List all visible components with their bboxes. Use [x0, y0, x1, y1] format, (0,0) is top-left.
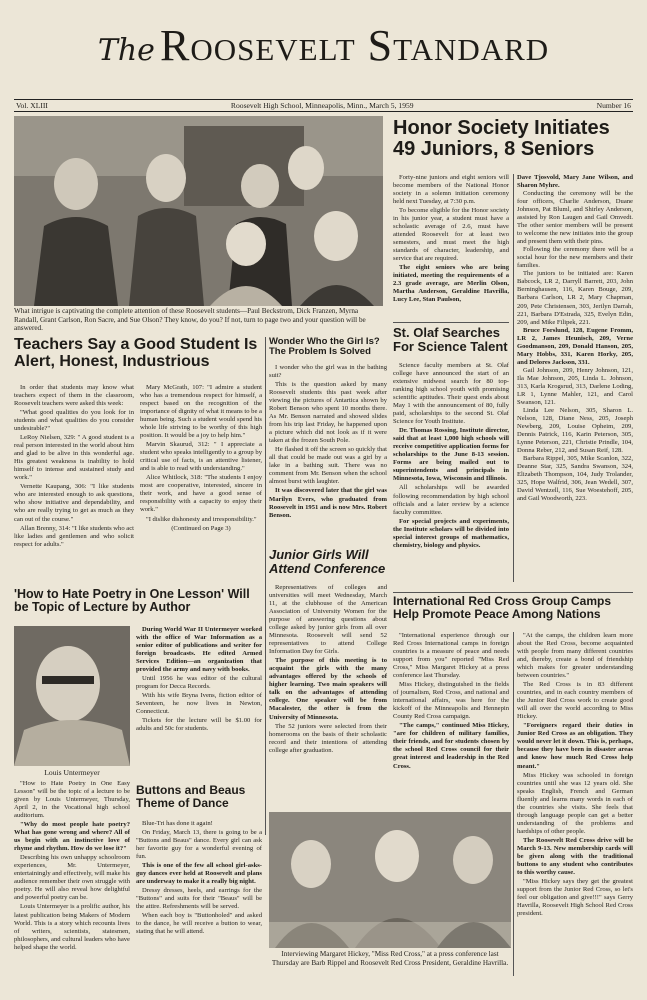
- st-olaf-p2: Dr. Thomas Rossing, Institute director, said that at least 1,000 high schools will receive competitive application forms for scholarships to the June 8-13 session. Forms are being mailed out to superintendents and principals in Minnesota, Iowa, Wisconsin and Illinois.: [393, 427, 509, 483]
- red-cross-p1: "International experience through our Red Cross International camps in foreign countries is a measure of peace and needs support from you" reported "Miss Red Cross," Miss Margaret Hickey at a press conference last Thursday.: [393, 632, 509, 680]
- wonder-body: [269, 364, 387, 544]
- poetry-p2: "Why do most people hate poetry? What has gone wrong and where? All of us begin with an instinctive love of rhyme and rhythm. How do we lose it?": [14, 821, 130, 853]
- students-photo-icon: [14, 116, 383, 306]
- red-cross-p2: Miss Hickey, distinguished in the fields of journalism, Red Cross, and national and international affairs, was here for the kickoff of the Minneapolis and Hennepin County Red Cross campaign.: [393, 681, 509, 721]
- honor-p1: Forty-nine juniors and eight seniors will become members of the National Honor society in a solemn initiation ceremony held next Tuesday, at 7:30 p.m.: [393, 174, 509, 206]
- poetry-p6: Until 1956 he was editor of the cultural program for Decca Records.: [136, 675, 262, 691]
- poetry-p8: Tickets for the lecture will be $1.00 for adults and 50c for students.: [136, 717, 262, 733]
- honor-col1: [393, 174, 509, 320]
- buttons-p5: When each boy is "Buttonholed" and asked to the dance, he will receive a button to wear, stating that he will attend.: [136, 912, 262, 936]
- teachers-q2: Vernette Kaupang, 306: "I like students who are interested enough to ask questions, who show initiative and dependability, and who are really trying to get as much as they can out of the course.": [14, 483, 134, 523]
- wonder-headline: Wonder Who the Girl Is? The Problem Is Solved: [269, 337, 380, 357]
- buttons-headline: Buttons and Beaus Theme of Dance: [136, 784, 246, 810]
- red-cross-p9: "Miss Hickey says they get the greatest support from the Junior Red Cross, so let's feel our obligation and give!!!" says Gerry Havrilla, Roosevelt High School Red Cross president.: [517, 877, 633, 918]
- column-rule: [513, 632, 514, 976]
- honor-p8: Bruce Forslund, 128, Eugene Fromm, LR 2, James Heunisch, 209, Verne Goodmanson, 209, Donald Hanson, 205, Mary Hobbs, 331, Karen Horky, 205, and Delores Jackson, 331.: [517, 326, 633, 366]
- red-cross-headline: International Red Cross Group Camps Help Promote Peace Among Nations: [393, 595, 612, 621]
- st-olaf-body: [393, 362, 509, 584]
- junior-girls-headline: Junior Girls Will Attend Conference: [269, 548, 386, 576]
- st-olaf-p3: All scholarships will be awarded following recommendation by high school officials and a later review by a science faculty committee.: [393, 484, 509, 516]
- red-cross-p7: Miss Hickey was schooled in foreign countries until she was 12 years old. She speaks English, French and German fluently and learns many words in each of the countries she visits. She feels that through language people can get a better understanding of the problems and hardships of other people.: [517, 771, 633, 835]
- wonder-p1: I wonder who the girl was in the bathing suit?: [269, 364, 387, 380]
- wonder-p2: This is the question asked by many Roosevelt students this past week after viewing the pictures of Antartica shown by Robert Benson who spent 10 months there. As Mr. Benson narrated and showed slides from his trip last Friday, he happened upon a picture which did not look as if it were taken at the frozen South Pole.: [269, 381, 387, 445]
- junior-girls-p2: The purpose of this meeting is to acquaint the girls with the many advantages offered by the schools of higher learning. Two main speakers will talk on the advantages of attending college. One speaker will be from Macalester, the other is from the University of Minnesota.: [269, 657, 387, 721]
- poetry-col1: [14, 780, 130, 998]
- poetry-p7: With his wife Bryna Ivens, fiction editor of Seventeen, he now lives in Newton, Connecticut.: [136, 692, 262, 716]
- column-rule: [265, 337, 266, 585]
- wonder-p4: It was discovered later that the girl was Marilyn Evers, who graduated from Roosevelt in 1951 and is now Mrs. Robert Benson.: [269, 487, 387, 519]
- red-cross-p3: "The camps," continued Miss Hickey, "are for children of military families, their friends, and for students chosen by the school Red Cross council for their great interest and leadership in the Red Cross.: [393, 722, 509, 770]
- untermeyer-photo: [14, 626, 130, 766]
- buttons-body: [136, 820, 262, 998]
- honor-p7: The juniors to be initiated are: Karen Babcock, LR 2, Darryll Barrett, 203, John Berninghausen, 116, Karen Bouge, 209, Barbara Carlson, LR 2, Mary Chapman, 209, Pete Christensen, 303, Jerilyn Darrah, 221, Barbara D'Estrada, 325, Evelyn Edin, 209, and Mike Filipek, 221.: [517, 270, 633, 326]
- red-cross-p5: The Red Cross is in 83 different countries, and in each country members of the Junior Red Cross work to create good will all over the world according to Miss Hickey.: [517, 681, 633, 721]
- folio-line: [14, 99, 633, 112]
- poetry-p4: Louis Untermeyer is a prolific author, his latest publication being Makers of Modern World. This is a story which recounts lives of writers, scientists, statesmen, philosophers, and cultural leaders who have helped shape the world.: [14, 903, 130, 951]
- honor-p4: Dave Tjosvold, Mary Jane Wilson, and Sharon Myhre.: [517, 174, 633, 190]
- portrait-icon: [14, 626, 130, 766]
- masthead-title: Roosevelt Standard: [160, 21, 550, 70]
- red-cross-p4: "At the camps, the children learn more about the Red Cross, become acquainted with people from many different countries and, thereby, create a bond of friendship which makes for greater understanding between countries.": [517, 632, 633, 680]
- buttons-p3: This is one of the few all school girl-asks-guy dances ever held at Roosevelt and plans are underway to make it a really big night.: [136, 862, 262, 886]
- teachers-q6: Alice Whitlock, 318: "The students I enjoy most are cooperative, interested, sincere in their work, and have a good sense of responsibility with a capacity to enjoy their work.": [140, 474, 262, 514]
- top-photo: [14, 116, 383, 306]
- wonder-p3: He flashed it off the screen so quickly that all that could be made out was a girl by a lake in a bathing suit. There was no comment from Mr. Benson when the school almost burst with laughter.: [269, 446, 387, 486]
- teachers-col2: [140, 384, 262, 584]
- poetry-p5: During World War II Untermeyer worked with the office of War Information as a senior editor of publications and writer for foreign broadcasts. He edited Armed Services Edition—an organization that provided the army and navy with books.: [136, 626, 262, 674]
- honor-col2: [517, 174, 633, 582]
- honor-p10: Linda Lee Nelson, 305, Sharon L. Nelson, 128, Diane Ness, 205, Joseph Newberg, 209, Louise Opheim, 209, Dennis Patrick, 116, Karin Peterson, 305, Lynne Peterson, 221, Christie Prindle, 104, Donna Reber, 212, and Susan Reif, 128.: [517, 406, 633, 455]
- masthead-the: The: [97, 33, 155, 68]
- honor-p5: Conducting the ceremony will be the four officers, Charlie Anderson, Duane Johnson, Pat Bluml, and Shirley Anderson, assisted by Ron Laugen and Gail Omvedt. The other senior members will be present to welcome the new initiates into the group and present them with their pins.: [517, 190, 633, 246]
- red-cross-p6: "Foreigners regard their duties in Junior Red Cross as an obligation. They would never let it down. This is, perhaps, because they have been in disaster areas and know how much Red Cross help meant.": [517, 722, 633, 770]
- junior-girls-p1: Representatives of colleges and universities will meet Wednesday, March 11, at the clubhouse of the American Association of University Women for the purpose of answering questions about college asked by junior girls from all over Minnesota. Roosevelt will send 52 representatives to attend College Information Day for Girls.: [269, 584, 387, 656]
- poetry-col2: [136, 626, 262, 774]
- junior-girls-body: [269, 584, 387, 834]
- honor-p9: Gail Johnson, 209, Henry Johnson, 121, Ila Mae Johnson, 205, Linda L. Johnson, 313, Karla Krogsrud, 313, Darlene Loding, LR 1, Lynne Mahler, 121, and Carol Swanson, 121.: [517, 366, 633, 406]
- st-olaf-headline: St. Olaf Searches For Science Talent: [393, 326, 508, 354]
- teachers-col1: [14, 384, 134, 584]
- column-rule: [513, 174, 514, 582]
- teachers-q3: Allan Brenny, 314: "I like students who act like ladies and gentlemen and who solicit respect for adults.": [14, 524, 134, 548]
- buttons-p4: Dressy dresses, heels, and earrings for the "Buttons" and suits for their "Beaus" will be the attire. Refreshments will be served.: [136, 887, 262, 911]
- teachers-p1: In order that students may know what teachers expect of them in the classroom, Roosevelt teachers were asked this week:: [14, 384, 134, 408]
- poetry-p1: "How to Hate Poetry in One Easy Lesson" will be the topic of a lecture to be given by Louis Untermeyer, Thursday, April 2, in the Vocational high school auditorium.: [14, 780, 130, 820]
- red-cross-p8: The Roosevelt Red Cross drive will be March 9-13. New membership cards will be given along with the traditional buttons to any student who contributes to this worthy cause.: [517, 836, 633, 876]
- red-cross-photo: [269, 812, 511, 948]
- honor-p6: Following the ceremony there will be a social hour for the new members and their families.: [517, 246, 633, 270]
- teachers-q4: Mary McGrath, 107: "I admire a student who has a tremendous respect for himself, a respect based on the recognition of the importance of dignity of what it means to be a human being. Such a student would spend his whole life striving to be worthy of this high position. It would be a joy to help him.": [140, 384, 262, 440]
- buttons-p1: Blue-Tri has done it again!: [142, 820, 213, 827]
- teachers-continued: (Continued on Page 3): [171, 524, 231, 532]
- teachers-p2: "What good qualities do you look for in students and what qualities do you consider undesirable?": [14, 409, 134, 433]
- st-olaf-p1: Science faculty members at St. Olaf college have announced the start of an extensive midwest search for 80 top-ranking high school youth with promising scientific aptitudes. Their quest ends about May 1 with the announcement of 80, fully paid, scholarships to the second St. Olaf Science for Youth Institute.: [393, 362, 509, 426]
- column-rule: [265, 585, 266, 835]
- red-cross-photo-caption: Interviewing Margaret Hickey, "Miss Red Cross," at a press conference last Thursday are Barb Rippel and Roosevelt Red Cross President, Geraldine Havrilla.: [271, 950, 509, 967]
- honor-headline: Honor Society Initiates 49 Juniors, 8 Seniors: [393, 118, 610, 160]
- poetry-p3: Describing his own unhappy schoolroom experiences, Mr. Untermeyer, entertainingly and effectively, will make his audience remember their own struggle with poetry. He will also reveal how delightful and powerful poetry can be.: [14, 854, 130, 902]
- section-rule: [393, 322, 509, 323]
- teachers-q7: "I dislike dishonesty and irresponsibility.": [146, 515, 257, 523]
- press-conference-photo-icon: [269, 812, 511, 948]
- teachers-headline: Teachers Say a Good Student Is Alert, Honest, Industrious: [14, 337, 258, 370]
- honor-p11: Barbara Rippel, 305, Mike Scanlon, 322, Deanne Star, 325, Sandra Swanson, 324, Elizabeth Thompson, 104, Judy Trolander, 325, Hope Walfrid, 306, Jean Wedell, 307, David Wentzell, 116, Sue Woestehoff, 205, and Gail Woodworth, 223.: [517, 455, 633, 503]
- untermeyer-caption: Louis Untermeyer: [44, 768, 100, 777]
- dateline: Roosevelt High School, Minneapolis, Minn., March 5, 1959: [230, 101, 414, 110]
- st-olaf-p4: For special projects and experiments, the Institute scholars will be divided into special interest groups of mathematics, chemistry, biology and physics.: [393, 517, 509, 549]
- honor-p3: The eight seniors who are being initiated, meeting the requirements of a 2.3 grade average, are Merlin Olson, Martha Anderson, Geraldine Havrilla, Lucy Lee, Stan Paulson,: [393, 264, 509, 304]
- poetry-headline: 'How to Hate Poetry in One Lesson' Will be Topic of Lecture by Author: [14, 588, 250, 615]
- buttons-p2: On Friday, March 13, there is going to be a "Buttons and Beaus" dance. Every girl can ask her favorite guy for a wonderful evening of fun.: [136, 829, 262, 861]
- masthead: [14, 20, 633, 88]
- issue-number: Number 16: [596, 101, 631, 110]
- volume-number: Vol. XLIII: [16, 101, 48, 110]
- honor-p2: To become eligible for the Honor society in his junior year, a student must have a scholastic average of 2.6, must have attended Roosevelt for at least two semesters, and must meet the high standards of character, leadership, and service that are required.: [393, 207, 509, 263]
- junior-girls-p3: The 52 juniors were selected from their homerooms on the basis of their scholastic record and their intentions of attending college after graduation.: [269, 722, 387, 754]
- red-cross-col2: [517, 632, 633, 976]
- red-cross-col1: [393, 632, 509, 812]
- top-photo-caption: What intrigue is captivating the complete attention of these Roosevelt students—Paul Beckstrom, Dick Franzen, Myrna Randall, Grant Carlson, Ron Sacre, and Sue Olson? They know, do you? If not, turn to page two and your question will be answered.: [14, 307, 366, 333]
- teachers-q5: Marvin Skaurud, 312: " I appreciate a student who speaks intelligently to a group by critical use of facts, is an attentive listener, and is able to read with understanding.": [140, 441, 262, 473]
- teachers-q1: LeRoy Nielsen, 329: " A good student is a real person interested in the world about him and glad to be alive in this wonderful age. His greatest weakness is inability to hold himself to intense and sustained study and work.": [14, 434, 134, 482]
- section-rule: [393, 592, 633, 593]
